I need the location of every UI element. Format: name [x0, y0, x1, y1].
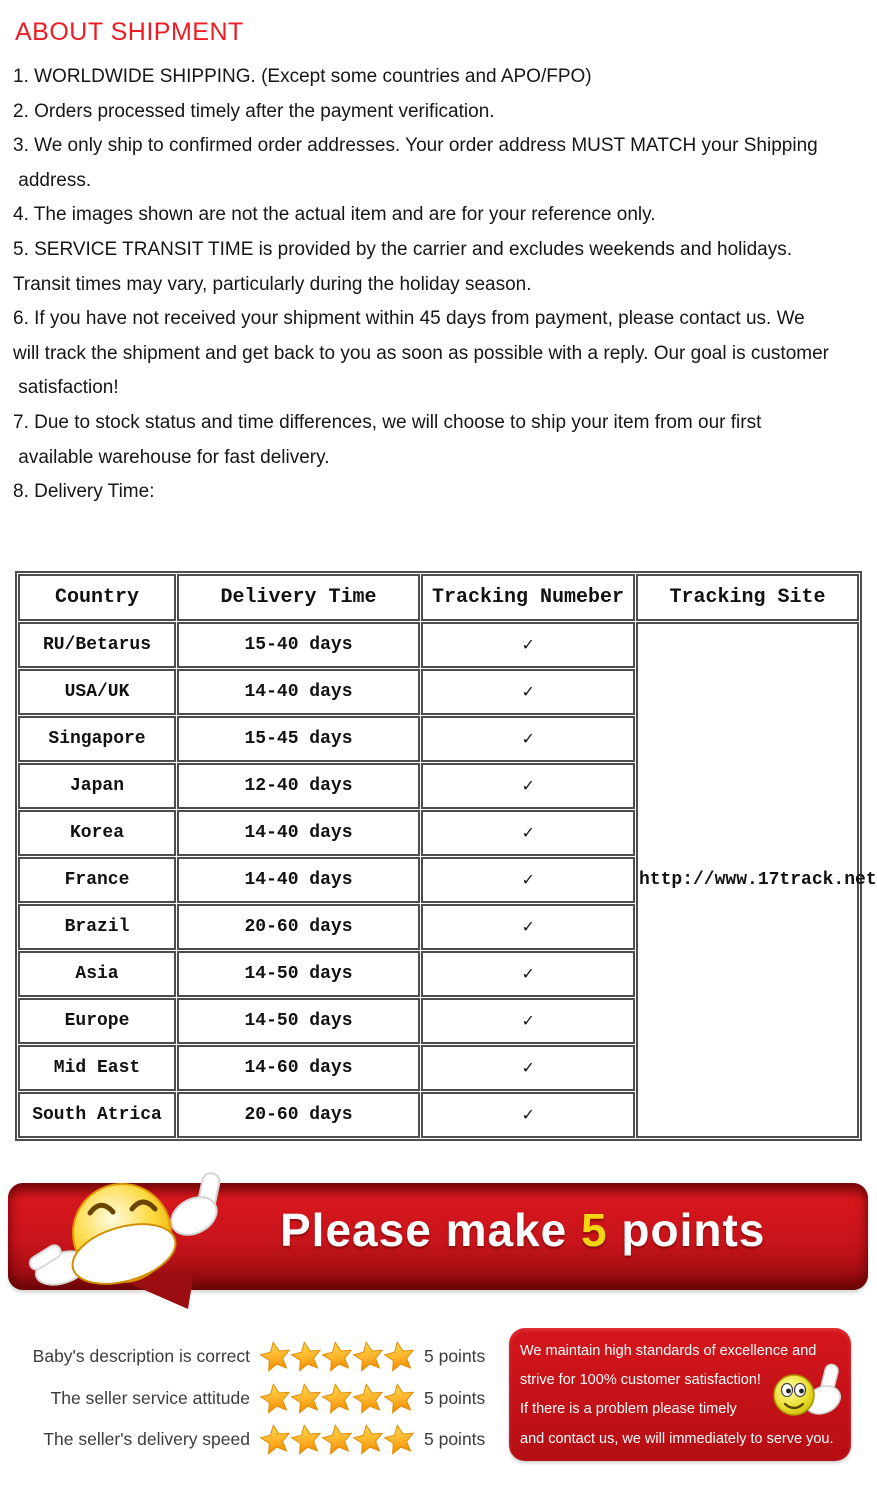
thumbs-up-smiley-icon [22, 1171, 252, 1331]
notice-line: strive for 100% customer satisfaction! [520, 1372, 761, 1389]
banner-text-before: Please make [280, 1204, 582, 1256]
delivery-time-cell: 14-50 days [177, 998, 420, 1044]
rating-points: 5 points [424, 1387, 486, 1408]
delivery-time-cell: 12-40 days [177, 763, 420, 809]
table-header-row [18, 574, 859, 621]
header-tracking-number: Tracking Numeber [421, 574, 635, 621]
checkmark-icon: ✓ [421, 1045, 635, 1091]
country-cell: Europe [18, 998, 176, 1044]
five-star-rating [259, 1382, 414, 1415]
notice-line: We maintain high standards of excellence and [520, 1343, 817, 1359]
satisfaction-notice-box [509, 1328, 851, 1461]
note-line: 2. Orders processed timely after the payment verification. [13, 100, 495, 122]
note-line: Transit times may vary, particularly during the holiday season. [13, 273, 532, 295]
rating-label: Baby's description is correct [32, 1345, 250, 1366]
rating-row-delivery [0, 1420, 485, 1458]
page-title: ABOUT SHIPMENT [15, 18, 244, 46]
note-line: 1. WORLDWIDE SHIPPING. (Except some countries and APO/FPO) [13, 66, 592, 87]
checkmark-icon: ✓ [421, 622, 635, 668]
note-line: 3. We only ship to confirmed order addresses. Your order address MUST MATCH your Shipping [13, 135, 818, 157]
delivery-time-cell: 14-40 days [177, 810, 420, 856]
header-country: Country [18, 574, 176, 621]
shipment-notes [13, 60, 869, 510]
rating-row-description [0, 1337, 485, 1375]
header-tracking-site: Tracking Site [636, 574, 859, 621]
star-icon [381, 1379, 419, 1417]
delivery-time-cell: 20-60 days [177, 904, 420, 950]
checkmark-icon: ✓ [421, 904, 635, 950]
five-star-rating [259, 1340, 414, 1373]
delivery-time-table [15, 571, 877, 1141]
delivery-time-cell: 14-40 days [177, 857, 420, 903]
checkmark-icon: ✓ [421, 810, 635, 856]
country-cell: RU/Betarus [18, 622, 176, 668]
checkmark-icon: ✓ [421, 716, 635, 762]
note-line: available warehouse for fast delivery. [13, 446, 330, 468]
banner-highlight-5: 5 [581, 1204, 608, 1256]
delivery-time-cell: 15-45 days [177, 716, 420, 762]
country-cell: USA/UK [18, 669, 176, 715]
rating-points: 5 points [424, 1428, 486, 1449]
thumbs-up-smiley-icon [767, 1364, 849, 1422]
notice-line: If there is a problem please timely [520, 1401, 737, 1418]
country-cell: Brazil [18, 904, 176, 950]
delivery-time-cell: 15-40 days [177, 622, 420, 668]
banner-text [280, 1203, 765, 1257]
star-icon [381, 1420, 419, 1458]
delivery-time-cell: 14-60 days [177, 1045, 420, 1091]
banner-text-after: points [607, 1204, 766, 1256]
header-delivery-time: Delivery Time [177, 574, 420, 621]
note-line: 5. SERVICE TRANSIT TIME is provided by the carrier and excludes weekends and holidays. [13, 238, 793, 260]
note-line: 7. Due to stock status and time differences, we will choose to ship your item from our first [13, 411, 762, 433]
country-cell: South Atrica [18, 1092, 176, 1138]
star-icon [381, 1337, 419, 1375]
five-star-rating [259, 1423, 414, 1456]
tracking-site-link[interactable]: http://www.17track.net [636, 622, 859, 1138]
checkmark-icon: ✓ [421, 951, 635, 997]
checkmark-icon: ✓ [421, 998, 635, 1044]
checkmark-icon: ✓ [421, 1092, 635, 1138]
rating-label: The seller service attitude [50, 1387, 250, 1408]
note-line: will track the shipment and get back to you as soon as possible with a reply. Our goal is customer [13, 342, 829, 364]
checkmark-icon: ✓ [421, 763, 635, 809]
country-cell: Asia [18, 951, 176, 997]
feedback-banner [8, 1183, 868, 1290]
note-line: satisfaction! [13, 377, 119, 399]
country-cell: Mid East [18, 1045, 176, 1091]
delivery-time-cell: 14-40 days [177, 669, 420, 715]
note-line: 4. The images shown are not the actual item and are for your reference only. [13, 204, 656, 226]
notice-line: and contact us, we will immediately to serve you. [520, 1430, 834, 1447]
note-line: 6. If you have not received your shipment within 45 days from payment, please contact us. We [13, 308, 805, 330]
country-cell: France [18, 857, 176, 903]
rating-label: The seller's delivery speed [43, 1428, 250, 1449]
country-cell: Japan [18, 763, 176, 809]
delivery-time-cell: 14-50 days [177, 951, 420, 997]
table-row [18, 622, 859, 668]
country-cell: Singapore [18, 716, 176, 762]
country-cell: Korea [18, 810, 176, 856]
note-line: address. [13, 169, 92, 191]
delivery-time-cell: 20-60 days [177, 1092, 420, 1138]
checkmark-icon: ✓ [421, 857, 635, 903]
rating-points: 5 points [424, 1345, 486, 1366]
checkmark-icon: ✓ [421, 669, 635, 715]
note-line: 8. Delivery Time: [13, 481, 155, 503]
rating-row-service [0, 1379, 485, 1417]
